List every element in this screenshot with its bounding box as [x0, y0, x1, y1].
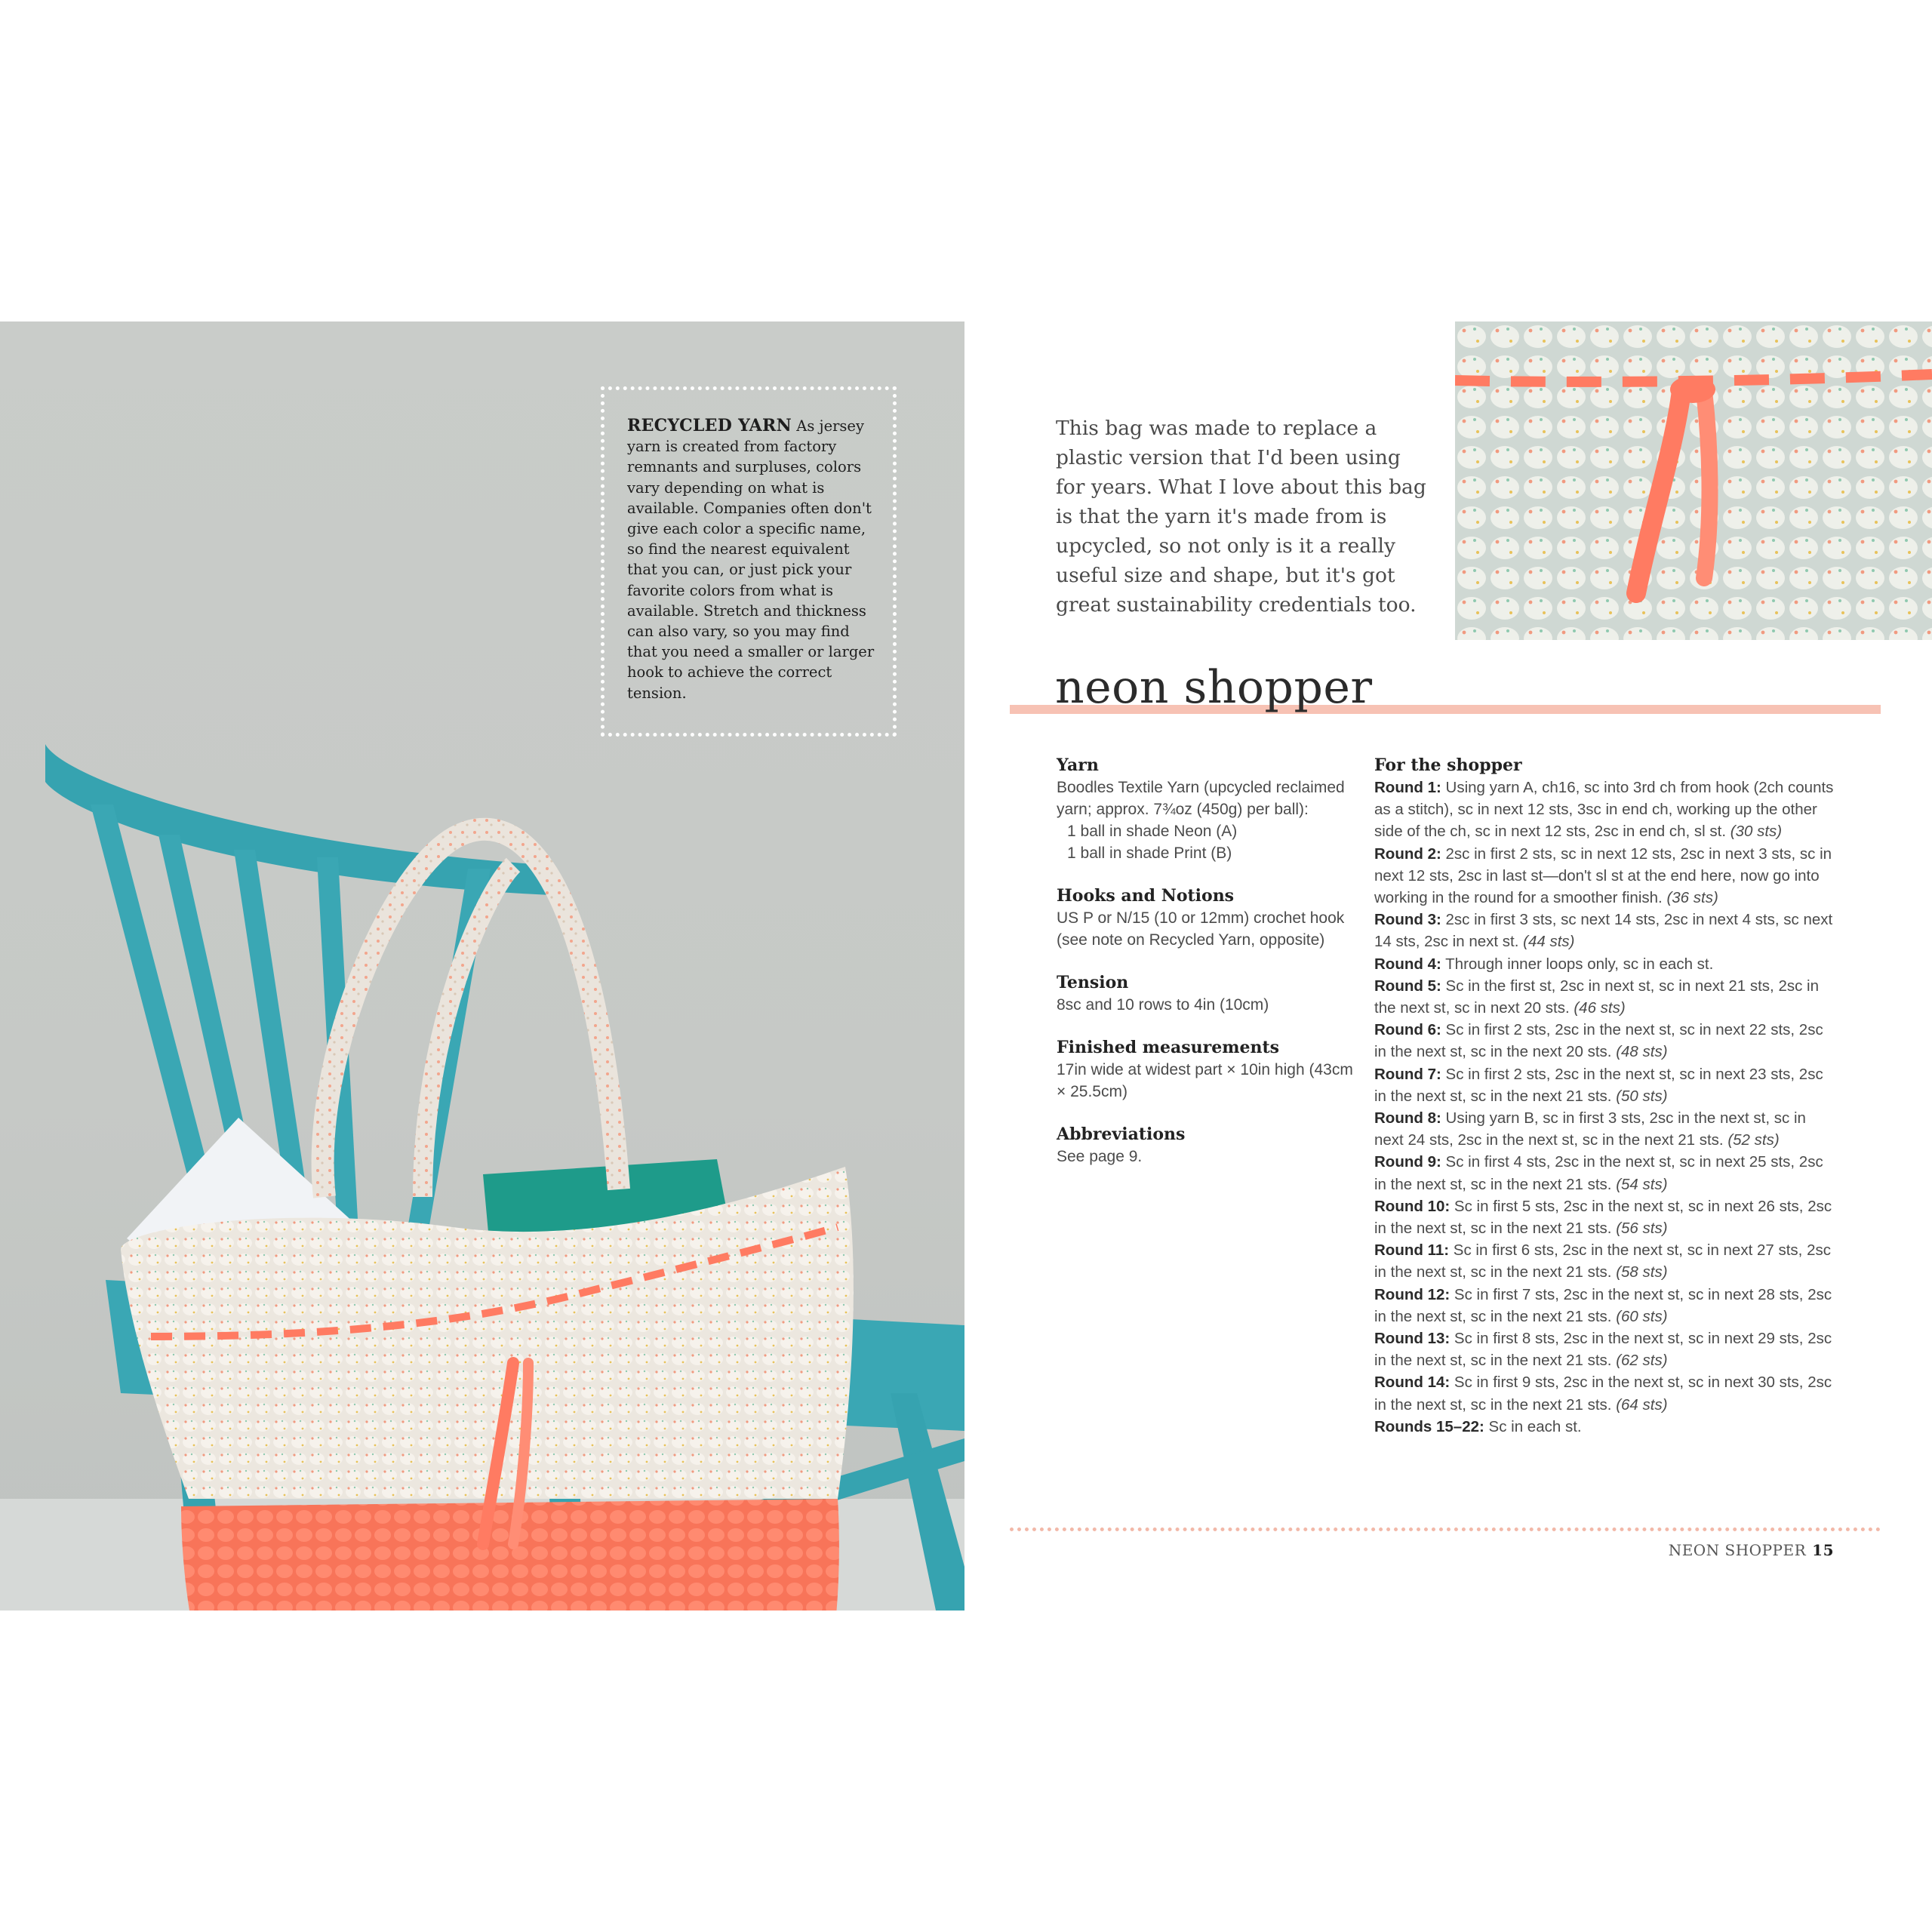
round-text: Sc in first 8 sts, 2sc in the next st, sc in next 29 sts, 2sc in the next st, sc in the next 21 sts. — [1374, 1330, 1832, 1370]
spec-yarn-item: 1 ball in shade Print (B) — [1067, 844, 1232, 862]
rounds-list — [1374, 777, 1835, 1438]
round-stitch-count: (44 sts) — [1523, 933, 1575, 951]
round-label: Round 12: — [1374, 1285, 1451, 1303]
round-stitch-count: (58 sts) — [1616, 1263, 1668, 1281]
spec-yarn-text: Boodles Textile Yarn (upcycled reclaimed yarn; approx. 7¾oz (450g) per ball): — [1057, 779, 1345, 818]
round-stitch-count: (36 sts) — [1666, 889, 1718, 907]
spec-abbreviations — [1057, 1124, 1358, 1168]
running-footer — [1669, 1540, 1834, 1561]
spec-tension-heading: Tension — [1057, 973, 1129, 992]
spec-yarn-body — [1057, 777, 1358, 864]
round-label: Round 11: — [1374, 1241, 1450, 1260]
round-stitch-count: (56 sts) — [1616, 1220, 1668, 1238]
spec-hooks-heading: Hooks and Notions — [1057, 886, 1235, 906]
spec-yarn — [1057, 755, 1358, 864]
pattern-round — [1374, 777, 1835, 843]
pattern-round — [1374, 1019, 1835, 1063]
sidebar-paragraph — [627, 416, 876, 703]
round-label: Round 10: — [1374, 1197, 1451, 1215]
round-label: Round 2: — [1374, 844, 1441, 863]
spec-tension — [1057, 972, 1358, 1016]
round-label: Round 6: — [1374, 1021, 1441, 1039]
spec-yarn-item: 1 ball in shade Neon (A) — [1067, 823, 1238, 840]
pattern-round — [1374, 1151, 1835, 1195]
page-number: 15 — [1812, 1541, 1834, 1559]
spec-tension-body: 8sc and 10 rows to 4in (10cm) — [1057, 996, 1269, 1014]
spec-finished-heading: Finished measurements — [1057, 1038, 1280, 1057]
round-text: 2sc in first 3 sts, sc next 14 sts, 2sc in next 4 sts, sc next 14 sts, 2sc in next st. — [1374, 911, 1833, 951]
round-text: Using yarn A, ch16, sc into 3rd ch from hook (2ch counts as a stitch), sc in next 12 sts, 3sc in end ch, working up the other side of the ch, sc in next 12 sts, 2sc in end ch, sl st. — [1374, 779, 1834, 841]
pattern-round — [1374, 1239, 1835, 1283]
detail-photo — [1455, 321, 1932, 640]
specs-column — [1057, 755, 1358, 1189]
pattern-round — [1374, 1327, 1835, 1371]
pattern-round — [1374, 1063, 1835, 1107]
round-stitch-count: (52 sts) — [1727, 1131, 1780, 1149]
footer-rule — [1010, 1527, 1881, 1531]
round-text: Using yarn B, sc in first 3 sts, 2sc in the next st, sc in next 24 sts, 2sc in the next st, sc in the next 21 sts. — [1374, 1109, 1806, 1149]
round-label: Round 13: — [1374, 1330, 1451, 1348]
round-text: Sc in first 6 sts, 2sc in the next st, sc in next 27 sts, 2sc in the next st, sc in the next 21 sts. — [1374, 1241, 1831, 1281]
round-text: Sc in first 4 sts, 2sc in the next st, sc in next 25 sts, 2sc in the next st, sc in the next 21 sts. — [1374, 1153, 1823, 1193]
round-stitch-count: (60 sts) — [1616, 1307, 1668, 1325]
spec-abbreviations-heading: Abbreviations — [1057, 1124, 1186, 1144]
round-text: Sc in first 2 sts, 2sc in the next st, sc in next 22 sts, 2sc in the next st, sc in the next 20 sts. — [1374, 1021, 1823, 1061]
intro-paragraph: This bag was made to replace a plastic version that I'd been using for years. What I love about this bag is that the yarn it's made from is upcycled, so not only is it a really useful size and shape, but it's got great sustainability credentials too. — [1056, 417, 1426, 617]
round-label: Round 9: — [1374, 1153, 1441, 1171]
round-text: Sc in the first st, 2sc in next st, sc in next 21 sts, 2sc in the next st, sc in next 20 sts. — [1374, 977, 1820, 1017]
pattern-round — [1374, 975, 1835, 1019]
round-stitch-count: (30 sts) — [1730, 823, 1783, 841]
spec-finished-body: 17in wide at widest part × 10in high (43cm × 25.5cm) — [1057, 1061, 1353, 1100]
detail-illustration — [1455, 321, 1932, 640]
recycled-yarn-sidebar — [601, 386, 897, 737]
round-text: 2sc in first 2 sts, sc in next 12 sts, 2sc in next 3 sts, sc in next 12 sts, 2sc in last st—don't sl st at the end here, now go into working in the round for a smoother finish. — [1374, 844, 1832, 907]
round-label: Round 1: — [1374, 779, 1441, 796]
spec-finished — [1057, 1037, 1358, 1103]
round-stitch-count: (62 sts) — [1616, 1352, 1668, 1370]
round-label: Round 8: — [1374, 1109, 1441, 1128]
pattern-round — [1374, 953, 1835, 975]
round-stitch-count: (64 sts) — [1616, 1395, 1668, 1414]
running-head: NEON SHOPPER — [1668, 1541, 1807, 1559]
pattern-round — [1374, 909, 1835, 952]
round-text: Sc in each st. — [1488, 1417, 1582, 1435]
chair-bag-photo — [0, 321, 964, 1611]
pattern-round — [1374, 1284, 1835, 1327]
pattern-round — [1374, 1107, 1835, 1151]
pattern-round — [1374, 843, 1835, 909]
pattern-round — [1374, 1195, 1835, 1239]
round-label: Round 3: — [1374, 911, 1441, 929]
spec-abbreviations-body: See page 9. — [1057, 1148, 1143, 1165]
sidebar-title: RECYCLED YARN — [627, 416, 792, 435]
pattern-column — [1374, 755, 1835, 1438]
round-text: Sc in first 7 sts, 2sc in the next st, sc in next 28 sts, 2sc in the next st, sc in the next 21 sts. — [1374, 1285, 1832, 1325]
round-stitch-count: (50 sts) — [1616, 1087, 1668, 1105]
spec-yarn-heading: Yarn — [1057, 755, 1099, 775]
round-text: Sc in first 2 sts, 2sc in the next st, sc in next 23 sts, 2sc in the next st, sc in the next 21 sts. — [1374, 1065, 1823, 1105]
pattern-round — [1374, 1371, 1835, 1415]
round-label: Round 5: — [1374, 977, 1441, 995]
pattern-round — [1374, 1416, 1835, 1438]
round-text: Sc in first 9 sts, 2sc in the next st, sc in next 30 sts, 2sc in the next st, sc in the next 21 sts. — [1374, 1374, 1832, 1414]
page-title: neon shopper — [1055, 661, 1373, 714]
spec-hooks — [1057, 885, 1358, 951]
pattern-heading: For the shopper — [1374, 755, 1522, 775]
round-stitch-count: (48 sts) — [1616, 1043, 1668, 1061]
round-text: Sc in first 5 sts, 2sc in the next st, sc in next 26 sts, 2sc in the next st, sc in the next 21 sts. — [1374, 1197, 1832, 1238]
spec-hooks-body: US P or N/15 (10 or 12mm) crochet hook (see note on Recycled Yarn, opposite) — [1057, 909, 1345, 949]
round-stitch-count: (54 sts) — [1616, 1175, 1668, 1193]
round-text: Through inner loops only, sc in each st. — [1445, 955, 1714, 973]
sidebar-body: As jersey yarn is created from factory remnants and surpluses, colors vary depending on what is available. Companies often don't give each color a specific name, so find the nearest equivalent that you can, or just pick your favorite colors from what is available. Stretch and thickness can also vary, so you may find that you need a smaller or larger hook to achieve the correct tension. — [627, 417, 875, 702]
round-stitch-count: (46 sts) — [1574, 999, 1626, 1017]
round-label: Rounds 15–22: — [1374, 1417, 1484, 1435]
round-label: Round 7: — [1374, 1065, 1441, 1083]
round-label: Round 4: — [1374, 955, 1441, 973]
round-label: Round 14: — [1374, 1374, 1451, 1392]
